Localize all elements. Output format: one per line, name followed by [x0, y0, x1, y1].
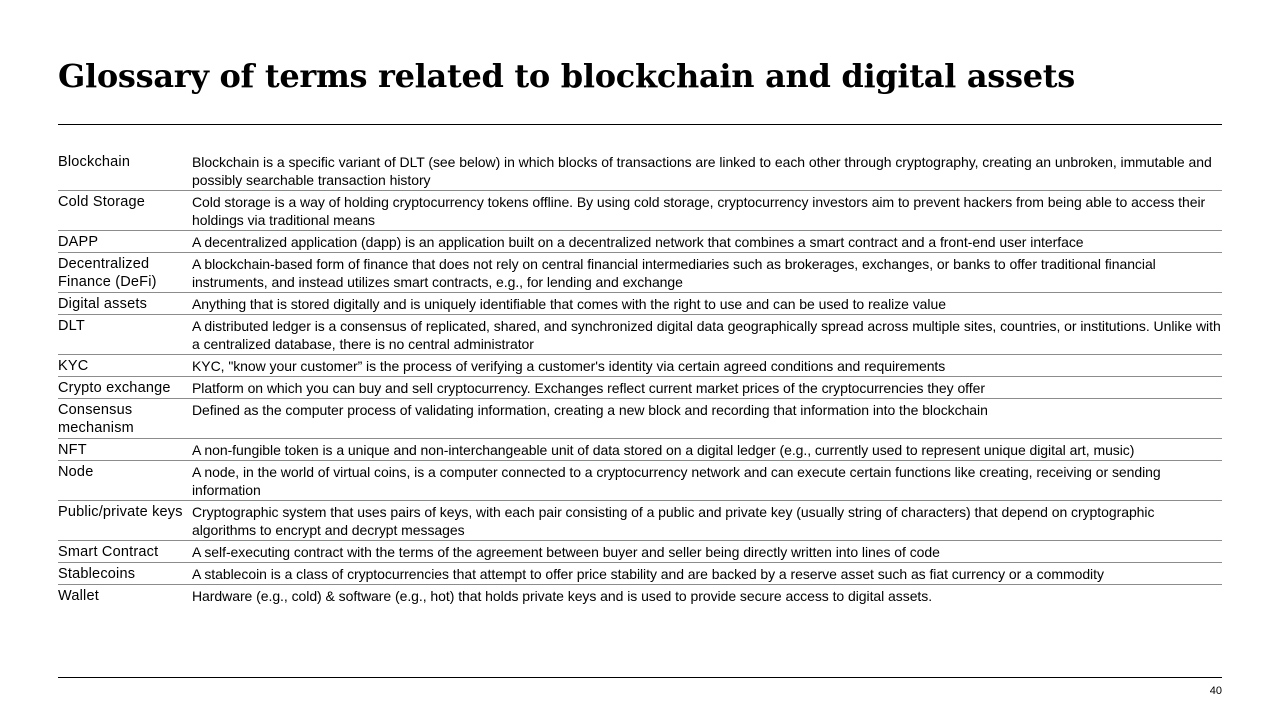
glossary-definition: Hardware (e.g., cold) & software (e.g., hot) that holds private keys and is used to provide secure access to digital assets. [192, 588, 933, 604]
glossary-term: Crypto exchange [58, 380, 171, 396]
glossary-definition: Cold storage is a way of holding cryptocurrency tokens offline. By using cold storage, cryptocurrency investors aim to prevent hackers from being able to access their holdings via traditional means [192, 194, 1206, 228]
glossary-definition: A non-fungible token is a unique and non-interchangeable unit of data stored on a digital ledger (e.g., currently used to represent unique digital art, music) [192, 442, 1135, 458]
glossary-definition: A distributed ledger is a consensus of replicated, shared, and synchronized digital data geographically spread across multiple sites, countries, or institutions. Unlike with a centralized database, there is no central administrator [192, 318, 1221, 352]
glossary-row [58, 151, 1222, 191]
glossary-definition: A decentralized application (dapp) is an application built on a decentralized network that combines a smart contract and a front-end user interface [192, 234, 1084, 250]
glossary-definition: Blockchain is a specific variant of DLT (see below) in which blocks of transactions are linked to each other through cryptography, creating an unbroken, immutable and possibly searchable transaction history [192, 154, 1212, 188]
glossary-row [58, 231, 1222, 253]
glossary-term: Blockchain [58, 154, 131, 170]
title-divider [58, 124, 1222, 125]
glossary-row [58, 293, 1222, 315]
glossary-row [58, 191, 1222, 231]
glossary-definition: A node, in the world of virtual coins, is a computer connected to a cryptocurrency network and can execute certain functions like creating, receiving or sending information [192, 464, 1161, 498]
glossary-row [58, 439, 1222, 461]
page-number: 40 [1209, 685, 1222, 697]
glossary-term: KYC [58, 358, 89, 374]
page-title: Glossary of terms related to blockchain and digital assets [58, 57, 1075, 95]
glossary-term: Stablecoins [58, 566, 136, 582]
glossary-term: DAPP [58, 234, 99, 250]
glossary-term: Smart Contract [58, 544, 159, 560]
glossary-row [58, 315, 1222, 355]
glossary-row [58, 501, 1222, 541]
glossary-definition: KYC, "know your customer” is the process of verifying a customer's identity via certain agreed conditions and requirements [192, 358, 946, 374]
glossary-term: Node [58, 464, 94, 480]
glossary-term: Consensus mechanism [58, 402, 134, 436]
glossary-definition: Cryptographic system that uses pairs of keys, with each pair consisting of a public and private key (usually string of characters) that depend on cryptographic algorithms to encrypt and decrypt messages [192, 504, 1155, 538]
glossary-term: DLT [58, 318, 85, 334]
glossary-row [58, 461, 1222, 501]
glossary-term: Digital assets [58, 296, 148, 312]
glossary-definition: A stablecoin is a class of cryptocurrencies that attempt to offer price stability and are backed by a reserve asset such as fiat currency or a commodity [192, 566, 1104, 582]
glossary-term: Public/private keys [58, 504, 183, 520]
glossary-row [58, 253, 1222, 293]
glossary-row [58, 377, 1222, 399]
glossary-definition: Defined as the computer process of validating information, creating a new block and recording that information into the blockchain [192, 402, 988, 418]
glossary-term: Decentralized Finance (DeFi) [58, 256, 157, 290]
footer-divider [58, 677, 1222, 678]
glossary-term: Cold Storage [58, 194, 146, 210]
glossary-row [58, 585, 1222, 606]
glossary-row [58, 355, 1222, 377]
glossary-term: Wallet [58, 588, 99, 604]
glossary-definition: A self-executing contract with the terms of the agreement between buyer and seller being directly written into lines of code [192, 544, 940, 560]
glossary-row [58, 563, 1222, 585]
glossary-definition: Anything that is stored digitally and is uniquely identifiable that comes with the right to use and can be used to realize value [192, 296, 946, 312]
glossary-table [58, 151, 1222, 606]
glossary-definition: Platform on which you can buy and sell cryptocurrency. Exchanges reflect current market prices of the cryptocurrencies they offer [192, 380, 985, 396]
glossary-term: NFT [58, 442, 87, 458]
glossary-row [58, 541, 1222, 563]
glossary-definition: A blockchain-based form of finance that does not rely on central financial intermediaries such as brokerages, exchanges, or banks to offer traditional financial instruments, and instead utilizes smart contracts, e.g., for lending and exchange [192, 256, 1156, 290]
glossary-row [58, 399, 1222, 439]
